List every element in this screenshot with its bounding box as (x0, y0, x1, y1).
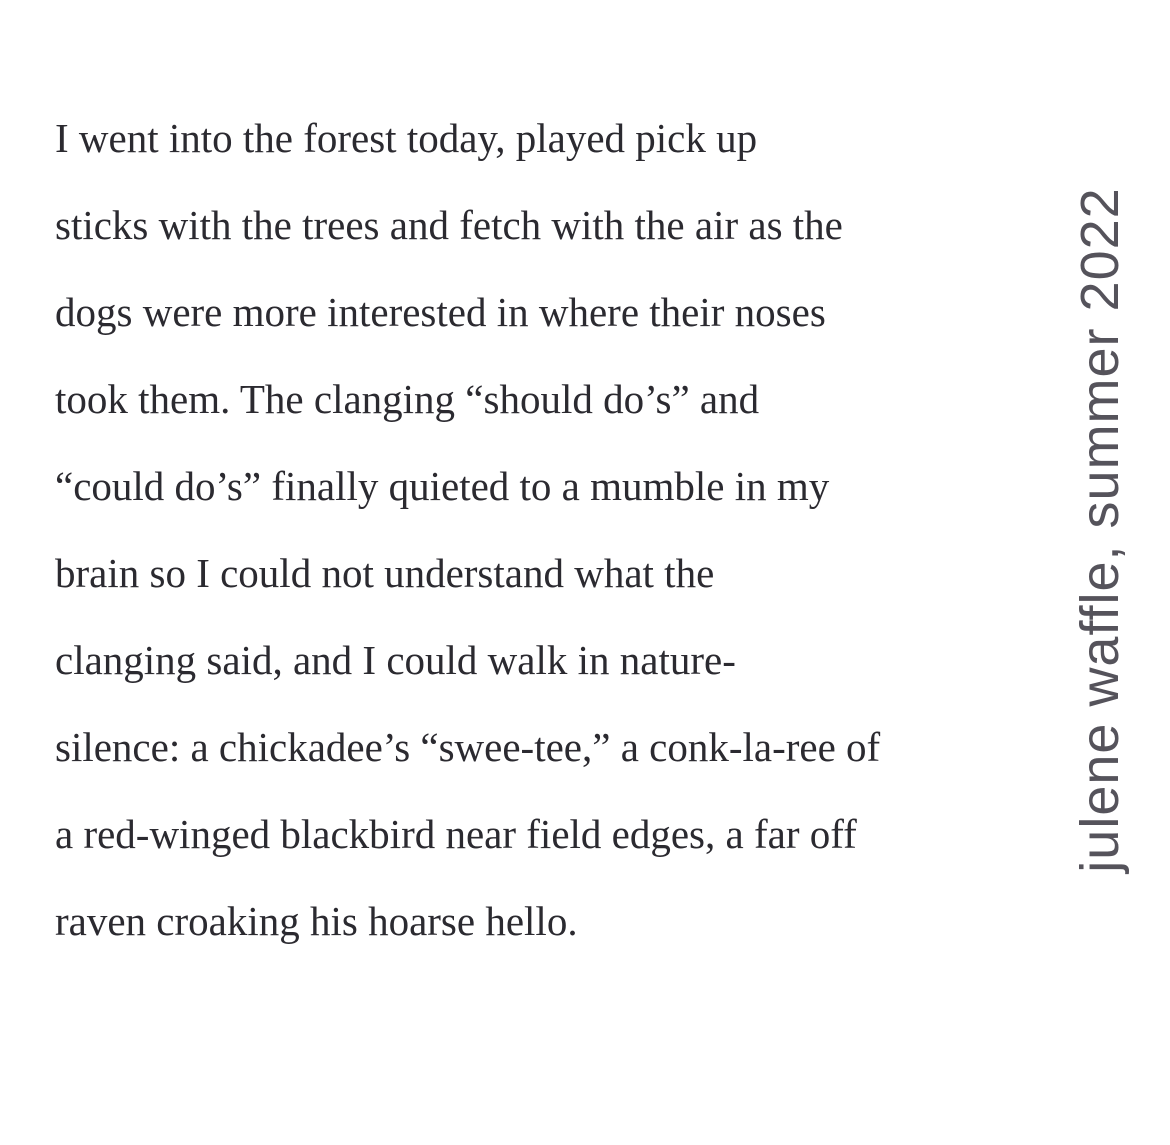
poem-line: raven croaking his hoarse hello. (55, 898, 578, 944)
poem-text (55, 100, 1045, 970)
poem-line: took them. The clanging “should do’s” and (55, 376, 760, 422)
poem-line: a red-winged blackbird near field edges, a far off (55, 811, 857, 857)
poem-line: dogs were more interested in where their noses (55, 289, 826, 335)
poem-line: sticks with the trees and fetch with the air as the (55, 202, 843, 248)
poem-line: “could do’s” finally quieted to a mumble in my (55, 463, 830, 509)
poem-line: silence: a chickadee’s “swee-tee,” a conk-la-ree of (55, 724, 881, 770)
poem-line: clanging said, and I could walk in nature- (55, 637, 736, 683)
poem-line: I went into the forest today, played pick up (55, 115, 758, 161)
poem-line: brain so I could not understand what the (55, 550, 715, 596)
author-byline: julene waffle, summer 2022 (1070, 187, 1130, 873)
